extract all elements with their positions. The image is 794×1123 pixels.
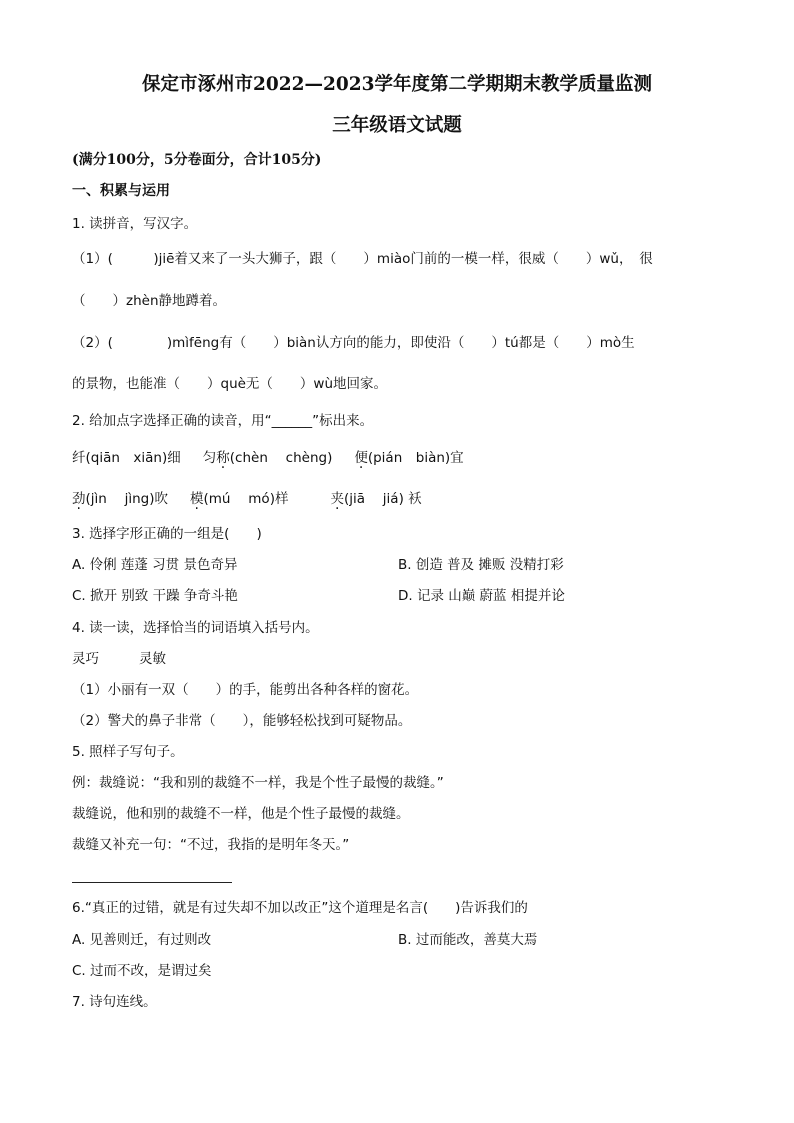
q2-dotted-char: 模 — [190, 491, 204, 507]
q5-rewrite: 裁缝说，他和别的裁缝不一样，他是个性子最慢的裁缝。 — [72, 806, 410, 822]
q5-prompt: 5. 照样子写句子。 — [72, 744, 184, 760]
q2-item-mu-pinyin: (mú mó)样 — [203, 491, 289, 507]
q4-sentence-1: （1）小丽有一双（ ）的手，能剪出各种各样的窗花。 — [72, 682, 419, 698]
q6-option-c: C. 过而不改，是谓过矣 — [72, 963, 212, 979]
q2-item-yun: 匀 — [202, 450, 217, 466]
q3-option-d: D. 记录 山巅 蔚蓝 相提并论 — [398, 588, 565, 604]
q2-dotted-char: 便 — [354, 450, 368, 466]
q3-prompt: 3. 选择字形正确的一组是( ) — [72, 526, 262, 542]
q2-item-pian-pinyin: (pián biàn)宜 — [367, 450, 464, 466]
q2-item-jin-pinyin: (jìn jìng)吹 — [85, 491, 169, 507]
exam-title: 保定市涿州市2022—2023学年度第二学期期末教学质量监测 — [142, 74, 652, 95]
q6-prompt: 6.“真正的过错，就是有过失却不加以改正”这个道理是名言( )告诉我们的 — [72, 900, 528, 916]
q3-option-c: C. 掀开 别致 干躁 争奇斗艳 — [72, 588, 238, 604]
answer-underline[interactable] — [72, 882, 232, 883]
q2-dotted-char: 劲 — [72, 491, 86, 507]
section-heading: 一、积累与运用 — [72, 183, 170, 199]
q4-prompt: 4. 读一读，选择恰当的词语填入括号内。 — [72, 620, 319, 636]
q5-example: 例：裁缝说：“我和别的裁缝不一样，我是个性子最慢的裁缝。” — [72, 775, 444, 791]
q4-word-1: 灵巧 — [72, 651, 99, 667]
q1-line2: （ ）zhèn静地蹲着。 — [72, 293, 227, 309]
q1-line4: 的景物，也能准（ ）què无（ ）wù地回家。 — [72, 376, 388, 392]
q4-word-bank — [72, 649, 166, 669]
q3-option-b: B. 创造 普及 摊贩 没精打彩 — [398, 557, 564, 573]
q2-dotted-char: 称 — [216, 450, 230, 466]
q6-option-b: B. 过而能改，善莫大焉 — [398, 932, 538, 948]
q2-dotted-char: 夹 — [330, 491, 344, 507]
q1-line3: （2）( )mìfēng有（ ）biàn认方向的能力，即使沿（ ）tú都是（ ）mò生 — [72, 335, 635, 351]
q1-prompt: 1. 读拼音，写汉字。 — [72, 216, 198, 232]
exam-subtitle: 三年级语文试题 — [332, 115, 462, 136]
q2-item-chen-pinyin: (chèn chèng) — [229, 450, 333, 466]
q4-word-2: 灵敏 — [139, 651, 166, 667]
q2-prompt: 2. 给加点字选择正确的读音，用“______”标出来。 — [72, 413, 374, 429]
q4-sentence-2: （2）警犬的鼻子非常（ ），能够轻松找到可疑物品。 — [72, 713, 412, 729]
q7-prompt: 7. 诗句连线。 — [72, 994, 157, 1010]
q6-option-a: A. 见善则迁，有过则改 — [72, 932, 212, 948]
q5-task: 裁缝又补充一句：“不过，我指的是明年冬天。” — [72, 837, 350, 853]
q2-row2 — [72, 489, 422, 509]
score-note: (满分100分，5分卷面分，合计105分) — [72, 152, 322, 168]
q2-row1 — [72, 448, 464, 468]
q2-item-jia-pinyin: (jiā jiá) 袄 — [343, 491, 422, 507]
q1-line1: （1）( )jiē着又来了一头大狮子，跟（ ）miào门前的一模一样，很威（ ）wǔ， 很 — [72, 251, 653, 267]
q2-item-xian: 纤(qiān xiān)细 — [72, 450, 181, 466]
q3-option-a: A. 伶俐 莲蓬 习贯 景色奇异 — [72, 557, 238, 573]
